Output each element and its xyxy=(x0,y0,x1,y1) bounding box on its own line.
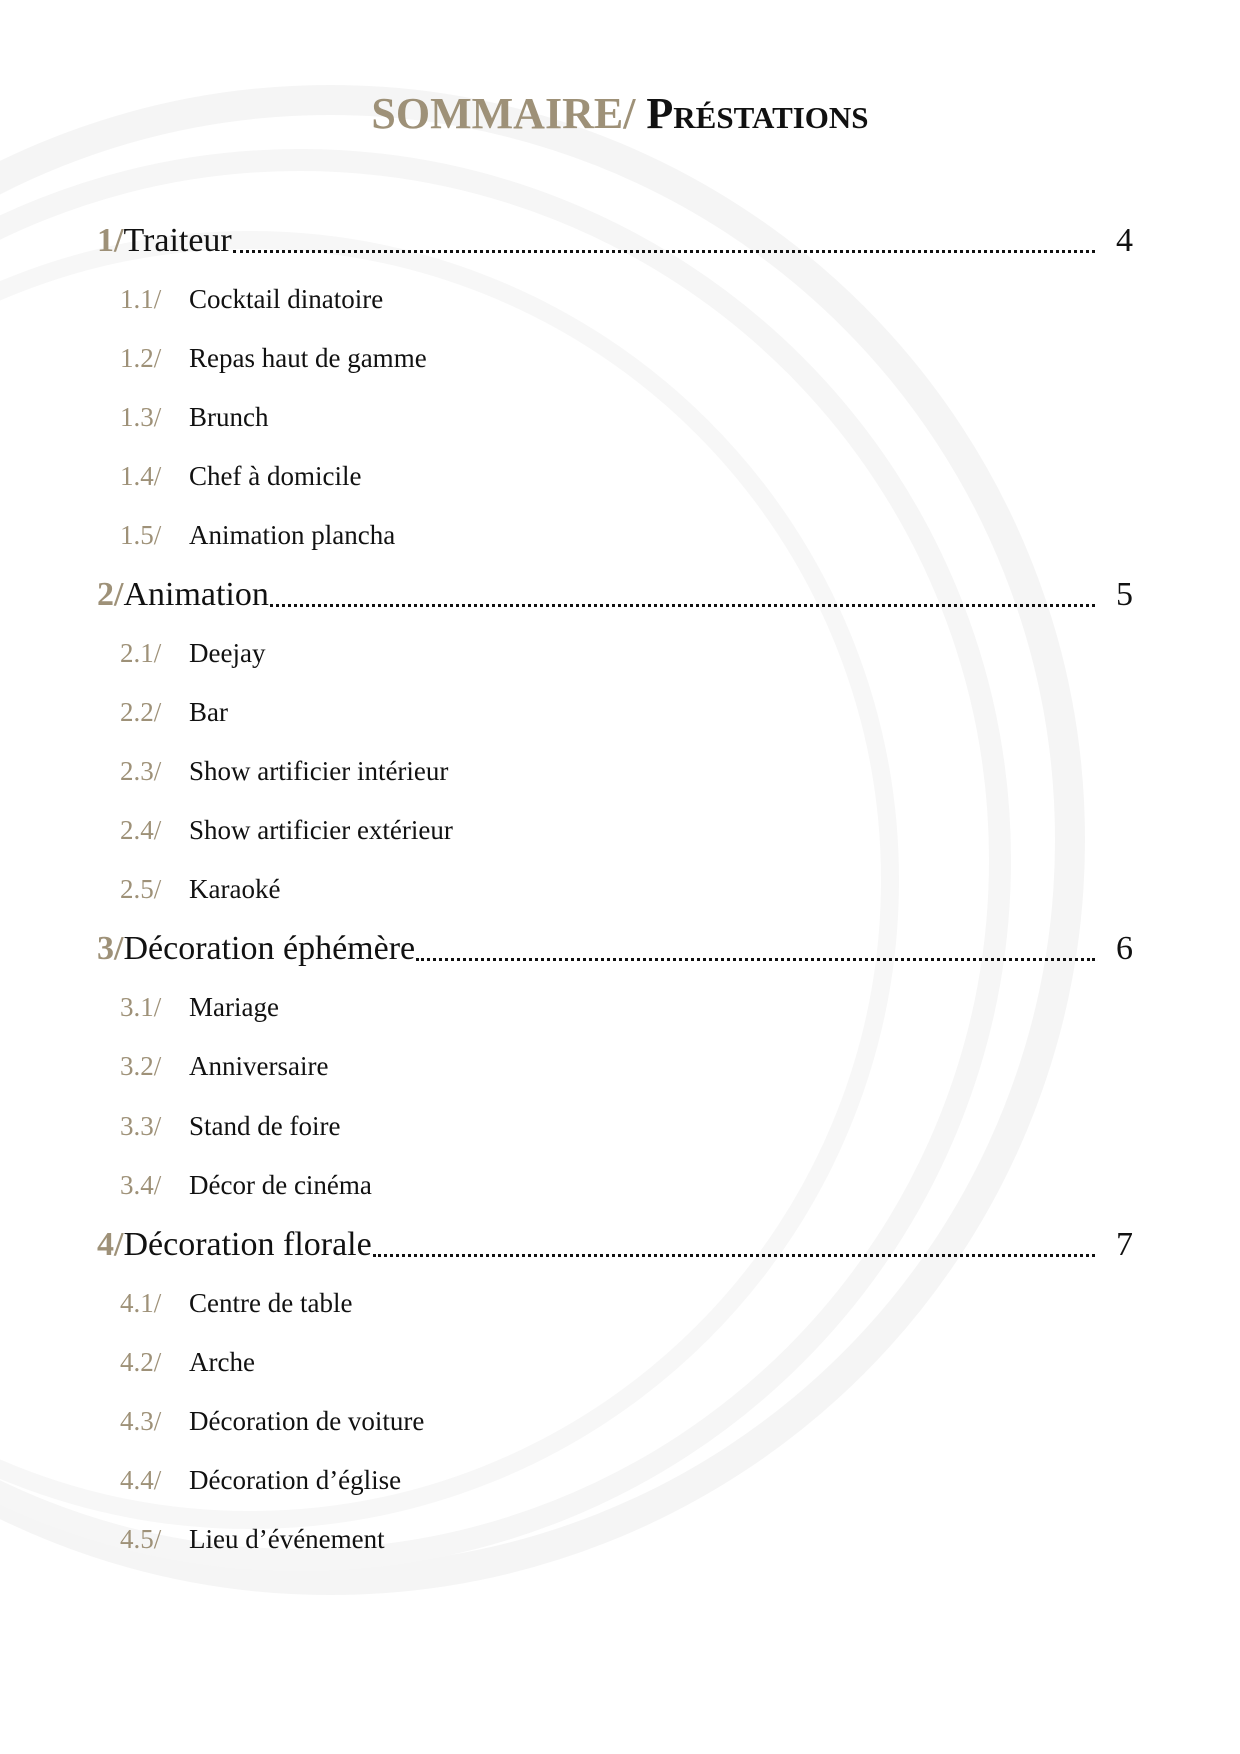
toc-item[interactable] xyxy=(120,1460,401,1500)
item-number: 2.1/ xyxy=(120,638,162,668)
toc-item[interactable] xyxy=(120,1046,328,1086)
toc-item[interactable] xyxy=(120,987,279,1027)
toc-item[interactable] xyxy=(120,633,265,673)
toc-item[interactable] xyxy=(120,338,427,378)
item-label: Décoration d’église xyxy=(189,1465,402,1495)
dot-leader xyxy=(233,238,1095,253)
item-number: 3.4/ xyxy=(120,1170,162,1200)
item-number: 2.3/ xyxy=(120,756,162,786)
item-number: 1.2/ xyxy=(120,343,162,373)
item-label: Bar xyxy=(189,697,228,727)
section-page-number: 6 xyxy=(1116,930,1133,967)
section-page-number: 7 xyxy=(1116,1226,1133,1263)
item-number: 1.5/ xyxy=(120,520,162,550)
item-label: Animation plancha xyxy=(189,520,396,550)
section-number: 4/ xyxy=(97,1226,124,1263)
toc-item[interactable] xyxy=(120,1106,340,1146)
toc-section-decoration-florale[interactable] xyxy=(97,1221,1133,1269)
item-label: Décor de cinéma xyxy=(189,1170,372,1200)
item-number: 4.5/ xyxy=(120,1524,162,1554)
item-number: 3.1/ xyxy=(120,992,162,1022)
section-page-number: 4 xyxy=(1116,222,1133,259)
item-label: Repas haut de gamme xyxy=(189,343,427,373)
section-number: 3/ xyxy=(97,930,124,967)
section-label: Décoration éphémère xyxy=(123,930,416,967)
item-label: Deejay xyxy=(189,638,266,668)
toc-section-decoration-ephemere[interactable] xyxy=(97,925,1133,973)
item-number: 3.2/ xyxy=(120,1051,162,1081)
section-number: 2/ xyxy=(97,576,124,613)
item-number: 1.3/ xyxy=(120,402,162,432)
toc-item[interactable] xyxy=(120,1401,424,1441)
item-number: 2.2/ xyxy=(120,697,162,727)
item-label: Stand de foire xyxy=(189,1111,341,1141)
item-number: 4.1/ xyxy=(120,1288,162,1318)
item-label: Chef à domicile xyxy=(189,461,362,491)
section-label: Décoration florale xyxy=(123,1226,372,1263)
section-label: Traiteur xyxy=(123,222,232,259)
page-title xyxy=(0,84,1240,144)
section-label: Animation xyxy=(123,576,269,613)
toc-section-traiteur[interactable] xyxy=(97,217,1133,265)
item-number: 4.2/ xyxy=(120,1347,162,1377)
item-number: 1.1/ xyxy=(120,284,162,314)
toc-item[interactable] xyxy=(120,1519,385,1559)
toc-item[interactable] xyxy=(120,751,448,791)
toc-item[interactable] xyxy=(120,279,383,319)
title-sommaire: SOMMAIRE/ xyxy=(371,89,636,138)
item-number: 3.3/ xyxy=(120,1111,162,1141)
toc-item[interactable] xyxy=(120,1342,255,1382)
toc-item[interactable] xyxy=(120,1283,352,1323)
toc-section-animation[interactable] xyxy=(97,571,1133,619)
item-label: Mariage xyxy=(189,992,279,1022)
toc-item[interactable] xyxy=(120,456,361,496)
toc-item[interactable] xyxy=(120,1165,372,1205)
dot-leader xyxy=(373,1242,1095,1257)
item-label: Arche xyxy=(189,1347,255,1377)
item-label: Décoration de voiture xyxy=(189,1406,425,1436)
section-page-number: 5 xyxy=(1116,576,1133,613)
item-label: Centre de table xyxy=(189,1288,353,1318)
item-label: Brunch xyxy=(189,402,269,432)
item-label: Show artificier extérieur xyxy=(189,815,453,845)
toc-item[interactable] xyxy=(120,810,453,850)
toc-item[interactable] xyxy=(120,692,228,732)
section-number: 1/ xyxy=(97,222,124,259)
item-number: 4.4/ xyxy=(120,1465,162,1495)
item-number: 1.4/ xyxy=(120,461,162,491)
title-prestations: Préstations xyxy=(646,89,869,138)
toc-item[interactable] xyxy=(120,869,280,909)
dot-leader xyxy=(270,592,1095,607)
item-label: Lieu d’événement xyxy=(189,1524,385,1554)
item-label: Cocktail dinatoire xyxy=(189,284,384,314)
item-label: Anniversaire xyxy=(189,1051,329,1081)
toc-item[interactable] xyxy=(120,515,395,555)
item-number: 4.3/ xyxy=(120,1406,162,1436)
item-number: 2.5/ xyxy=(120,874,162,904)
dot-leader xyxy=(416,946,1095,961)
item-label: Karaoké xyxy=(189,874,281,904)
item-number: 2.4/ xyxy=(120,815,162,845)
toc-item[interactable] xyxy=(120,397,268,437)
item-label: Show artificier intérieur xyxy=(189,756,449,786)
